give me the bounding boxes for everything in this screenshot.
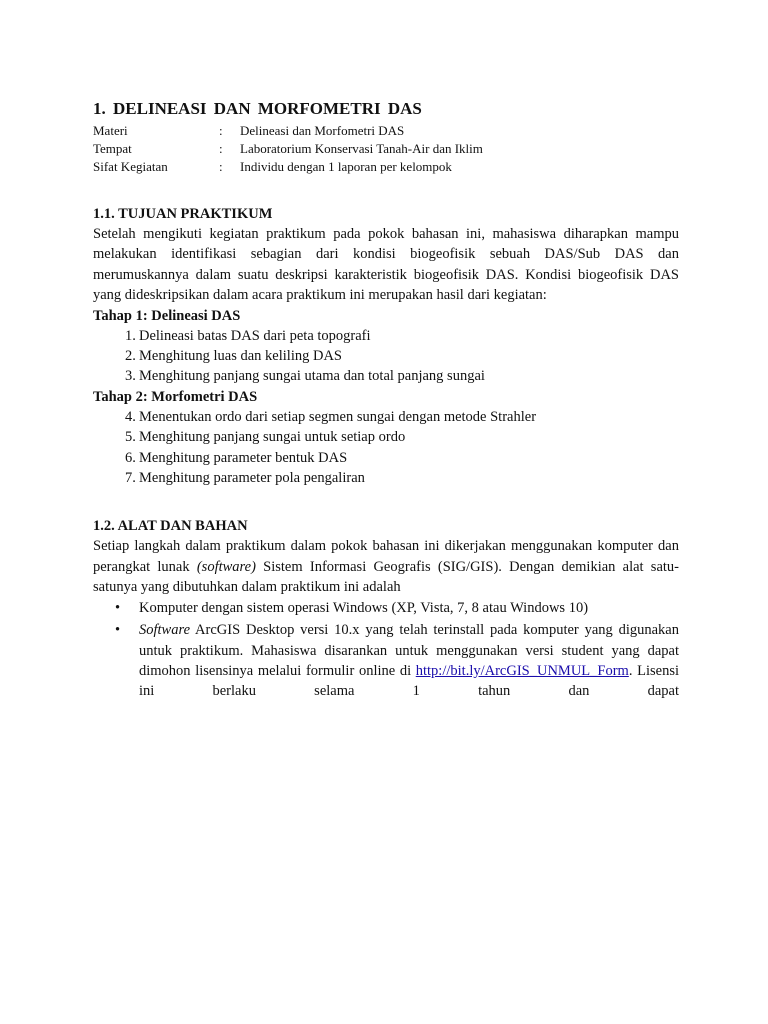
item-number: 1. xyxy=(125,327,136,344)
bullet-icon: • xyxy=(115,599,121,616)
item-text: Menghitung panjang sungai utama dan total panjang sungai xyxy=(139,368,485,385)
meta-separator: : xyxy=(219,123,223,138)
list-item xyxy=(93,598,679,618)
meta-key: Materi xyxy=(93,123,128,138)
meta-row-materi xyxy=(93,122,679,140)
item-number: 5. xyxy=(125,429,136,446)
item-text xyxy=(139,620,679,702)
meta-row-tempat xyxy=(93,140,679,158)
meta-row-sifat-kegiatan xyxy=(93,158,679,176)
item-number: 7. xyxy=(125,470,136,487)
item-text: Menghitung parameter bentuk DAS xyxy=(139,449,348,466)
list-item xyxy=(93,346,679,366)
meta-value: Delineasi dan Morfometri DAS xyxy=(240,123,405,138)
meta-separator: : xyxy=(219,159,223,174)
paragraph-text: Setiap langkah dalam praktikum dalam pokok bahasan ini dikerjakan menggunakan komputer dan perangkat lunak xyxy=(93,538,679,575)
stage2-heading: Tahap 2: Morfometri DAS xyxy=(93,388,258,405)
item-text-part: . Lisensi ini berlaku selama 1 tahun dan dapat xyxy=(139,662,679,700)
stage2-list xyxy=(93,407,679,489)
meta-value: Individu dengan 1 laporan per kelompok xyxy=(240,159,452,174)
document-page xyxy=(93,98,679,704)
item-text: Menghitung panjang sungai untuk setiap ordo xyxy=(139,429,406,446)
item-text: Komputer dengan sistem operasi Windows (XP, Vista, 7, 8 atau Windows 10) xyxy=(139,599,589,616)
item-number: 2. xyxy=(125,348,136,365)
stage1-list xyxy=(93,326,679,387)
meta-key: Tempat xyxy=(93,141,132,156)
tujuan-paragraph: Setelah mengikuti kegiatan praktikum pada pokok bahasan ini, mahasiswa diharapkan mampu melakukan identifikasi sebagian dari kondisi biogeofisik sebuah DAS/Sub DAS dan merumuskannya dalam suatu deskripsi karakteristik biogeofisik DAS. Kondisi biogeofisik DAS yang dideskripsikan dalam acara praktikum ini merupakan hasil dari kegiatan: xyxy=(93,226,679,304)
item-text: Menghitung parameter pola pengaliran xyxy=(139,470,365,487)
item-number: 3. xyxy=(125,368,136,385)
list-item xyxy=(93,407,679,427)
item-text-part: ArcGIS Desktop versi 10.x yang telah terinstall pada komputer yang digunakan untuk praktikum. Mahasiswa disarankan untuk menggunakan versi student yang dapat dimohon lisensinya melalui formulir online di xyxy=(139,622,679,679)
document-title: 1. DELINEASI DAN MORFOMETRI DAS xyxy=(93,99,422,118)
list-item xyxy=(93,620,679,702)
stage1-heading: Tahap 1: Delineasi DAS xyxy=(93,307,241,324)
list-item xyxy=(93,427,679,447)
bullet-icon: • xyxy=(115,622,121,639)
license-form-link[interactable]: http://bit.ly/ArcGIS_UNMUL_Form xyxy=(415,662,629,679)
list-item xyxy=(93,326,679,346)
equipment-list xyxy=(93,598,679,702)
meta-value: Laboratorium Konservasi Tanah-Air dan Iklim xyxy=(240,141,483,156)
alat-bahan-paragraph xyxy=(93,536,679,597)
item-text: Menentukan ordo dari setiap segmen sungai dengan metode Strahler xyxy=(139,408,537,425)
list-item xyxy=(93,468,679,488)
list-item xyxy=(93,366,679,386)
meta-separator: : xyxy=(219,141,223,156)
item-italic: Software xyxy=(139,622,191,639)
paragraph-italic: (software) xyxy=(196,558,256,575)
item-number: 6. xyxy=(125,449,136,466)
item-text: Delineasi batas DAS dari peta topografi xyxy=(139,327,371,344)
item-text: Menghitung luas dan keliling DAS xyxy=(139,348,342,365)
section-heading-tujuan: 1.1. TUJUAN PRAKTIKUM xyxy=(93,206,273,222)
item-number: 4. xyxy=(125,408,136,425)
list-item xyxy=(93,448,679,468)
meta-table xyxy=(93,122,679,176)
paragraph-text: Sistem Informasi Geografis (SIG/GIS). Dengan demikian alat satu-satunya yang dibutuhkan dalam praktikum ini adalah xyxy=(93,558,679,596)
section-heading-alat-bahan: 1.2. ALAT DAN BAHAN xyxy=(93,518,248,535)
meta-key: Sifat Kegiatan xyxy=(93,159,168,174)
